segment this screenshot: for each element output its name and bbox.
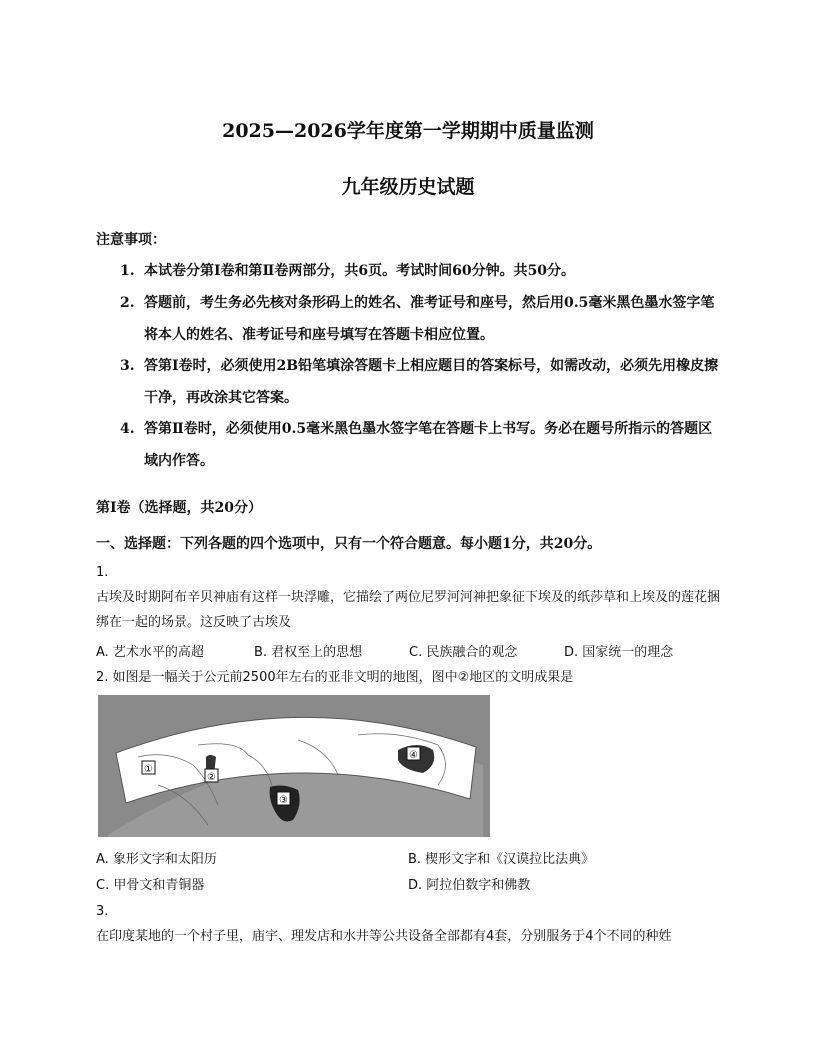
map-marker-4-label: ④ (409, 750, 418, 761)
map-marker-4 (407, 747, 420, 761)
notice-item-number: 4. (120, 421, 135, 437)
question-2-option-b: B. 楔形文字和《汉谟拉比法典》 (408, 852, 595, 867)
question-2-option-c: C. 甲骨文和青铜器 (96, 878, 205, 893)
asia-africa-map (98, 695, 490, 837)
question-2-option-d: D. 阿拉伯数字和佛教 (408, 878, 531, 893)
question-1-stem: 古埃及时期阿布辛贝神庙有这样一块浮雕，它描绘了两位尼罗河河神把象征下埃及的纸莎草和上埃及的莲花捆绑在一起的场景。这反映了古埃及 (96, 590, 721, 630)
map-marker-1 (142, 761, 155, 775)
map-marker-2-label: ② (207, 772, 216, 783)
notice-item (120, 350, 720, 414)
notice-item-text: 答题前，考生务必先核对条形码上的姓名、准考证号和座号，然后用0.5毫米黑色墨水签字笔将本人的姓名、准考证号和座号填写在答题卡相应位置。 (144, 295, 715, 343)
notice-item (120, 287, 720, 351)
notice-heading: 注意事项： (96, 232, 166, 248)
notice-item-number: 3. (120, 358, 135, 374)
question-1-option-a: A. 艺术水平的高超 (96, 645, 204, 660)
notice-item-text: 本试卷分第Ⅰ卷和第Ⅱ卷两部分，共6页。考试时间60分钟。共50分。 (144, 263, 576, 279)
notice-item (120, 255, 720, 287)
notice-item-text: 答第Ⅱ卷时，必须使用0.5毫米黑色墨水签字笔在答题卡上书写。务必在题号所指示的答题区域内作答。 (144, 421, 713, 469)
question-3-stem: 在印度某地的一个村子里，庙宇、理发店和水井等公共设备全部都有4套，分别服务于4个不同的种姓 (96, 929, 672, 944)
question-1-number: 1. (96, 565, 109, 580)
notice-item-text: 答第Ⅰ卷时，必须使用2B铅笔填涂答题卡上相应题目的答案标号，如需改动，必须先用橡皮擦干净，再改涂其它答案。 (144, 358, 719, 406)
exam-subtitle: 九年级历史试题 (341, 176, 475, 198)
notice-item-number: 1. (120, 263, 135, 279)
question-2-stem: 2. 如图是一幅关于公元前2500年左右的亚非文明的地图，图中②地区的文明成果是 (96, 670, 574, 685)
exam-title: 2025—2026学年度第一学期期中质量监测 (222, 120, 594, 142)
section-instructions: 一、选择题：下列各题的四个选项中，只有一个符合题意。每小题1分，共20分。 (96, 536, 602, 552)
question-1-option-c: C. 民族融合的观念 (409, 645, 518, 660)
map-marker-2 (205, 769, 218, 783)
part1-heading: 第Ⅰ卷（选择题，共20分） (96, 500, 263, 516)
map-marker-3 (277, 792, 290, 806)
question-1-option-b: B. 君权至上的思想 (254, 645, 363, 660)
question-3-number: 3. (96, 904, 109, 919)
notice-item (120, 413, 720, 477)
notice-item-number: 2. (120, 295, 135, 311)
map-marker-3-label: ③ (279, 795, 288, 806)
map-marker-1-label: ① (144, 764, 153, 775)
question-2-option-a: A. 象形文字和太阳历 (96, 852, 217, 867)
question-1-option-d: D. 国家统一的理念 (564, 645, 674, 660)
